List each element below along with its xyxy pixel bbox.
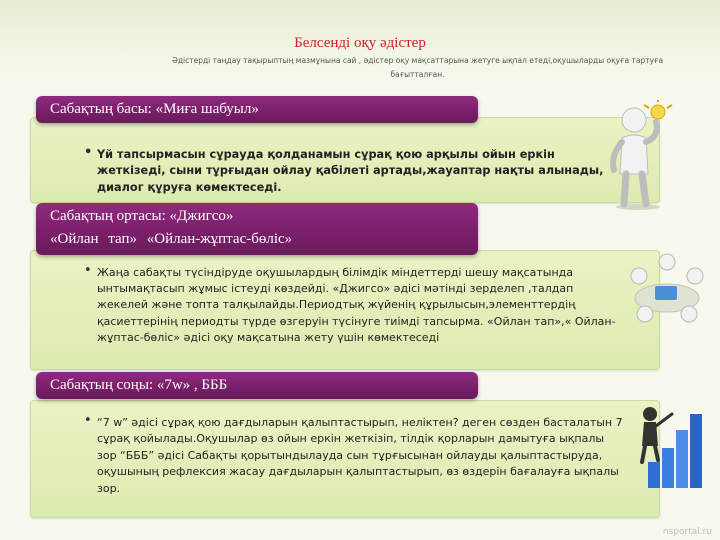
section-panel-1 bbox=[30, 117, 660, 203]
section-2-bullet: • Жаңа сабақты түсіндіруде оқушылардың білімдік міндеттерді шешу мақсатында ынтымақтасып жұмыс істеуді көздейді. «Джигсо» әдісі мәтінді зерделеп ,талдап жекелей және топта талқылайды.Периодтық жүйенің құрылысын,элементтердің қасиеттерінің периодты түрде өзгеруін түсінуге тиімді тапсырма. «Ойлан тап»,« Ойлан-жұптас-бөліс» әдісі оқу мақсатына жету үшін көмектеседі bbox=[81, 265, 626, 346]
section-3-bullet: • “7 w” әдісі сұрақ қою дағдыларын қалыптастырып, неліктен? деген сөзден басталатын 7 сұрақ қойылады.Оқушылар өз ойын еркін жеткізіп, тілдік қорларын дамытуға ықпалы зор “БББ” әдісі Сабақты қорытындылауда сын тұрғысынан ойлауды қалыптастыруда, оқушының рефлексия жасау дағдыларын қалыптастырып, өз өздерін бағалауға ықпалы зор. bbox=[81, 415, 626, 497]
section-tab-2 bbox=[36, 203, 478, 255]
section-1-bullet: • Үй тапсырмасын сұрауда қолданамын сұрақ қою арқылы ойын еркін жеткізеді, сыни тұрғыдан ойлау қабілеті артады,жауаптар нақты алынады, диалог құруға көмектеседі. bbox=[81, 147, 621, 196]
section-3-tab-label: Сабақтың соңы: «7w» , БББ bbox=[50, 377, 228, 393]
watermark: nsportal.ru bbox=[662, 527, 712, 537]
section-tab-1 bbox=[36, 96, 478, 123]
section-2-tab-line-1: Сабақтың ортасы: «Джигсо» bbox=[50, 208, 234, 224]
section-panel-3 bbox=[30, 400, 660, 518]
section-tab-3 bbox=[36, 372, 478, 399]
section-2-tab-line-2: «Ойлан тап» «Ойлан-жұптас-бөліс» bbox=[50, 231, 293, 247]
section-1-tab-label: Сабақтың басы: «Миға шабуыл» bbox=[50, 101, 259, 117]
slide-subtitle: Әдістерді таңдау тақырыптың мазмұнына сай , әдістер оқу мақсаттарына жетуге ықпал етеді,оқушыларды оқуға тартуға бағытталған. bbox=[171, 56, 664, 79]
teamwork-table-icon bbox=[625, 250, 710, 330]
growth-chart-person-icon bbox=[628, 400, 708, 495]
slide-title: Белсенді оқу әдістер bbox=[294, 35, 426, 51]
thinking-person-icon bbox=[604, 100, 679, 210]
section-panel-2 bbox=[30, 250, 660, 370]
